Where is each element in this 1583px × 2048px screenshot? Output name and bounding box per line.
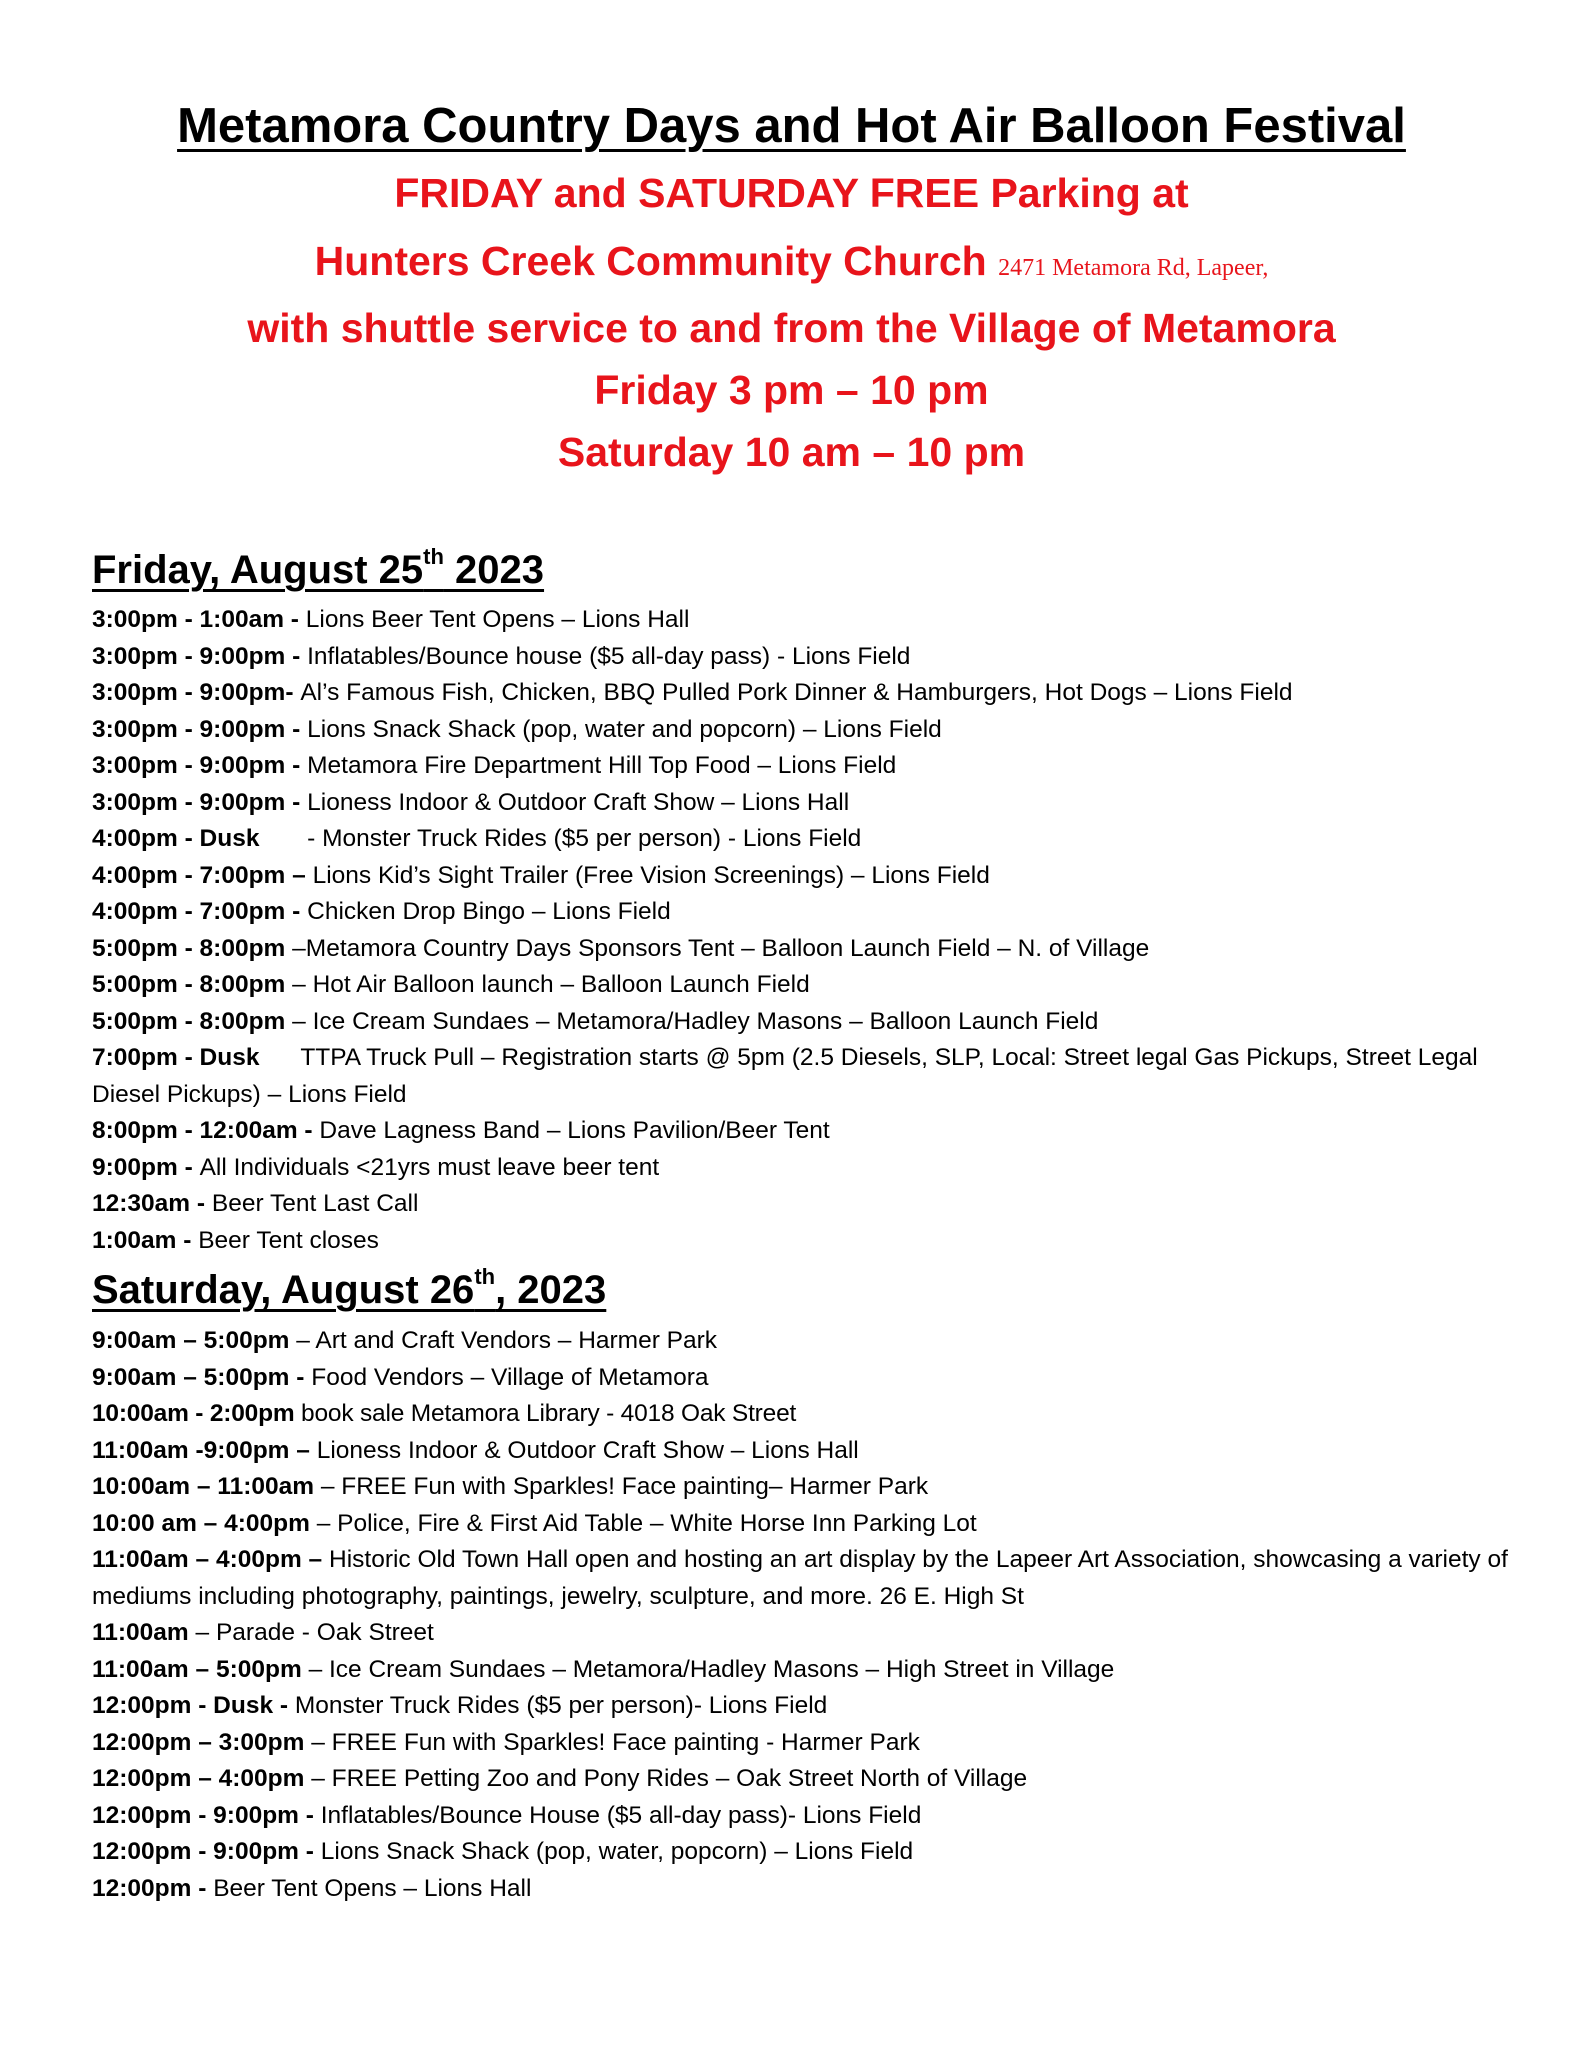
event-description: Food Vendors – Village of Metamora <box>311 1363 709 1391</box>
schedule-item <box>92 1040 1532 1113</box>
saturday-heading <box>92 1264 607 1313</box>
event-description: Inflatables/Bounce House ($5 all-day pass)- Lions Field <box>320 1801 922 1829</box>
event-time: 12:00pm – 4:00pm <box>92 1765 312 1792</box>
schedule-item <box>92 1871 1532 1908</box>
event-description: Metamora Fire Department Hill Top Food – Lions Field <box>307 752 897 779</box>
schedule-item <box>92 1150 1532 1187</box>
event-description: Lions Kid’s Sight Trailer (Free Vision Screenings) – Lions Field <box>312 861 990 889</box>
schedule-item <box>92 1469 1532 1506</box>
schedule-item <box>92 1396 1532 1433</box>
event-description: Lions Snack Shack (pop, water and popcorn) – Lions Field <box>307 715 942 743</box>
event-description: Historic Old Town Hall open and hosting an art display by the Lapeer Art Association, showcasing a variety of mediums including photography, paintings, jewelry, sculpture, and more. 26 E. High St <box>92 1546 1508 1610</box>
event-time: 4:00pm - 7:00pm – <box>92 861 313 889</box>
event-description: – Ice Cream Sundaes – Metamora/Hadley Masons – Balloon Launch Field <box>292 1007 1099 1035</box>
schedule-item <box>92 931 1532 968</box>
event-description: – FREE Petting Zoo and Pony Rides – Oak Street North of Village <box>311 1765 1028 1792</box>
schedule-item <box>92 1725 1532 1762</box>
event-time: 10:00am - 2:00pm <box>92 1400 302 1427</box>
event-time: 7:00pm - Dusk <box>92 1044 301 1071</box>
schedule-item <box>92 1323 1532 1360</box>
event-time: 9:00am – 5:00pm - <box>92 1363 312 1391</box>
event-time: 12:00pm - 9:00pm - <box>92 1801 321 1829</box>
schedule-item <box>92 1652 1532 1689</box>
event-time: 10:00 am – 4:00pm <box>92 1509 317 1537</box>
event-description: Beer Tent Last Call <box>211 1190 419 1217</box>
shuttle-line: with shuttle service to and from the Village of Metamora <box>247 305 1336 351</box>
event-time: 5:00pm - 8:00pm <box>92 1007 293 1035</box>
event-time: 5:00pm - 8:00pm <box>92 971 293 998</box>
event-time: 3:00pm - 9:00pm - <box>92 788 308 816</box>
event-time: 11:00am -9:00pm – <box>92 1436 317 1464</box>
schedule-item <box>92 1360 1532 1397</box>
event-description: TTPA Truck Pull – Registration starts @ 5pm (2.5 Diesels, SLP, Local: Street legal Gas Pickups, Street Legal Diesel Pickups) – Lions Field <box>92 1044 1478 1108</box>
page-title: Metamora Country Days and Hot Air Balloon Festival <box>177 99 1406 153</box>
event-description: – Parade - Oak Street <box>195 1619 434 1646</box>
schedule-item <box>92 1688 1532 1725</box>
saturday-heading-text: Saturday, August 26th, 2023 <box>92 1264 607 1312</box>
schedule-item <box>92 1223 1532 1260</box>
event-description: – FREE Fun with Sparkles! Face painting– Harmer Park <box>320 1473 929 1500</box>
friday-heading <box>92 544 545 593</box>
schedule-item <box>92 675 1532 712</box>
event-description: Al’s Famous Fish, Chicken, BBQ Pulled Pork Dinner & Hamburgers, Hot Dogs – Lions Field <box>300 679 1293 706</box>
schedule-item <box>92 1186 1532 1223</box>
event-time: 11:00am – 4:00pm – <box>92 1546 329 1573</box>
schedule-item <box>92 1004 1532 1041</box>
schedule-item <box>92 785 1532 822</box>
parking-location: Hunters Creek Community Church <box>314 238 987 284</box>
schedule-item <box>92 1113 1532 1150</box>
schedule-item <box>92 894 1532 931</box>
schedule-item <box>92 748 1532 785</box>
event-time: 9:00am – 5:00pm <box>92 1327 297 1354</box>
event-description: Beer Tent Opens – Lions Hall <box>213 1874 532 1902</box>
event-description: Dave Lagness Band – Lions Pavilion/Beer Tent <box>319 1117 830 1144</box>
schedule-item <box>92 1506 1532 1543</box>
event-description: – FREE Fun with Sparkles! Face painting - Harmer Park <box>311 1728 920 1756</box>
event-time: 12:00pm - 9:00pm - <box>92 1838 321 1865</box>
friday-shuttle-hours: Friday 3 pm – 10 pm <box>594 367 989 413</box>
schedule-item <box>92 712 1532 749</box>
schedule-item <box>92 821 1532 858</box>
event-time: 3:00pm - 9:00pm - <box>92 715 308 743</box>
schedule-item <box>92 1761 1532 1798</box>
event-time: 8:00pm - 12:00am - <box>92 1117 320 1144</box>
event-description: – Police, Fire & First Aid Table – White Horse Inn Parking Lot <box>316 1509 977 1537</box>
event-time: 11:00am – 5:00pm <box>92 1655 309 1683</box>
event-time: 4:00pm - Dusk <box>92 825 308 852</box>
event-time: 12:00pm – 3:00pm <box>92 1728 312 1756</box>
event-description: Chicken Drop Bingo – Lions Field <box>307 898 671 925</box>
schedule-item <box>92 1542 1532 1615</box>
event-description: Inflatables/Bounce house ($5 all-day pass) - Lions Field <box>307 642 911 670</box>
event-time: 3:00pm - 9:00pm- <box>92 679 301 706</box>
parking-address: 2471 Metamora Rd, Lapeer, <box>998 255 1269 281</box>
event-time: 3:00pm - 9:00pm - <box>92 752 308 779</box>
event-time: 10:00am – 11:00am <box>92 1473 321 1500</box>
event-description: - Monster Truck Rides ($5 per person) - Lions Field <box>307 825 862 852</box>
event-time: 12:00pm - Dusk - <box>92 1692 295 1719</box>
event-time: 3:00pm - 9:00pm - <box>92 642 308 670</box>
event-time: 4:00pm - 7:00pm - <box>92 898 308 925</box>
event-description: Monster Truck Rides ($5 per person)- Lions Field <box>294 1692 828 1719</box>
event-time: 9:00pm - <box>92 1153 200 1181</box>
friday-schedule <box>92 602 1532 1259</box>
event-description: – Art and Craft Vendors – Harmer Park <box>296 1327 718 1354</box>
saturday-shuttle-hours: Saturday 10 am – 10 pm <box>557 429 1026 475</box>
parking-line: FRIDAY and SATURDAY FREE Parking at <box>394 170 1189 216</box>
event-time: 11:00am <box>92 1619 196 1646</box>
event-description: Lioness Indoor & Outdoor Craft Show – Lions Hall <box>307 788 850 816</box>
event-description: – Ice Cream Sundaes – Metamora/Hadley Masons – High Street in Village <box>308 1655 1115 1683</box>
event-description: Beer Tent closes <box>198 1226 379 1254</box>
saturday-schedule <box>92 1323 1532 1907</box>
event-time: 5:00pm - 8:00pm <box>92 934 293 962</box>
event-description: Lions Snack Shack (pop, water, popcorn) – Lions Field <box>320 1838 914 1865</box>
schedule-item <box>92 639 1532 676</box>
schedule-item <box>92 1798 1532 1835</box>
event-time: 12:00pm - <box>92 1874 214 1902</box>
schedule-item <box>92 1433 1532 1470</box>
event-description: book sale Metamora Library - 4018 Oak Street <box>301 1400 797 1427</box>
event-time: 3:00pm - 1:00am - <box>92 606 306 633</box>
event-description: All Individuals <21yrs must leave beer tent <box>199 1153 660 1181</box>
event-description: Lioness Indoor & Outdoor Craft Show – Lions Hall <box>316 1436 859 1464</box>
schedule-item <box>92 858 1532 895</box>
event-time: 1:00am - <box>92 1226 199 1254</box>
event-description: – Hot Air Balloon launch – Balloon Launch Field <box>292 971 810 998</box>
event-description: Lions Beer Tent Opens – Lions Hall <box>305 606 690 633</box>
event-time: 12:30am - <box>92 1190 212 1217</box>
friday-heading-text: Friday, August 25th 2023 <box>92 544 545 592</box>
schedule-item <box>92 967 1532 1004</box>
event-description: –Metamora Country Days Sponsors Tent – Balloon Launch Field – N. of Village <box>292 934 1150 962</box>
schedule-item <box>92 602 1532 639</box>
parking-location-line <box>0 238 1583 285</box>
schedule-item <box>92 1834 1532 1871</box>
schedule-item <box>92 1615 1532 1652</box>
